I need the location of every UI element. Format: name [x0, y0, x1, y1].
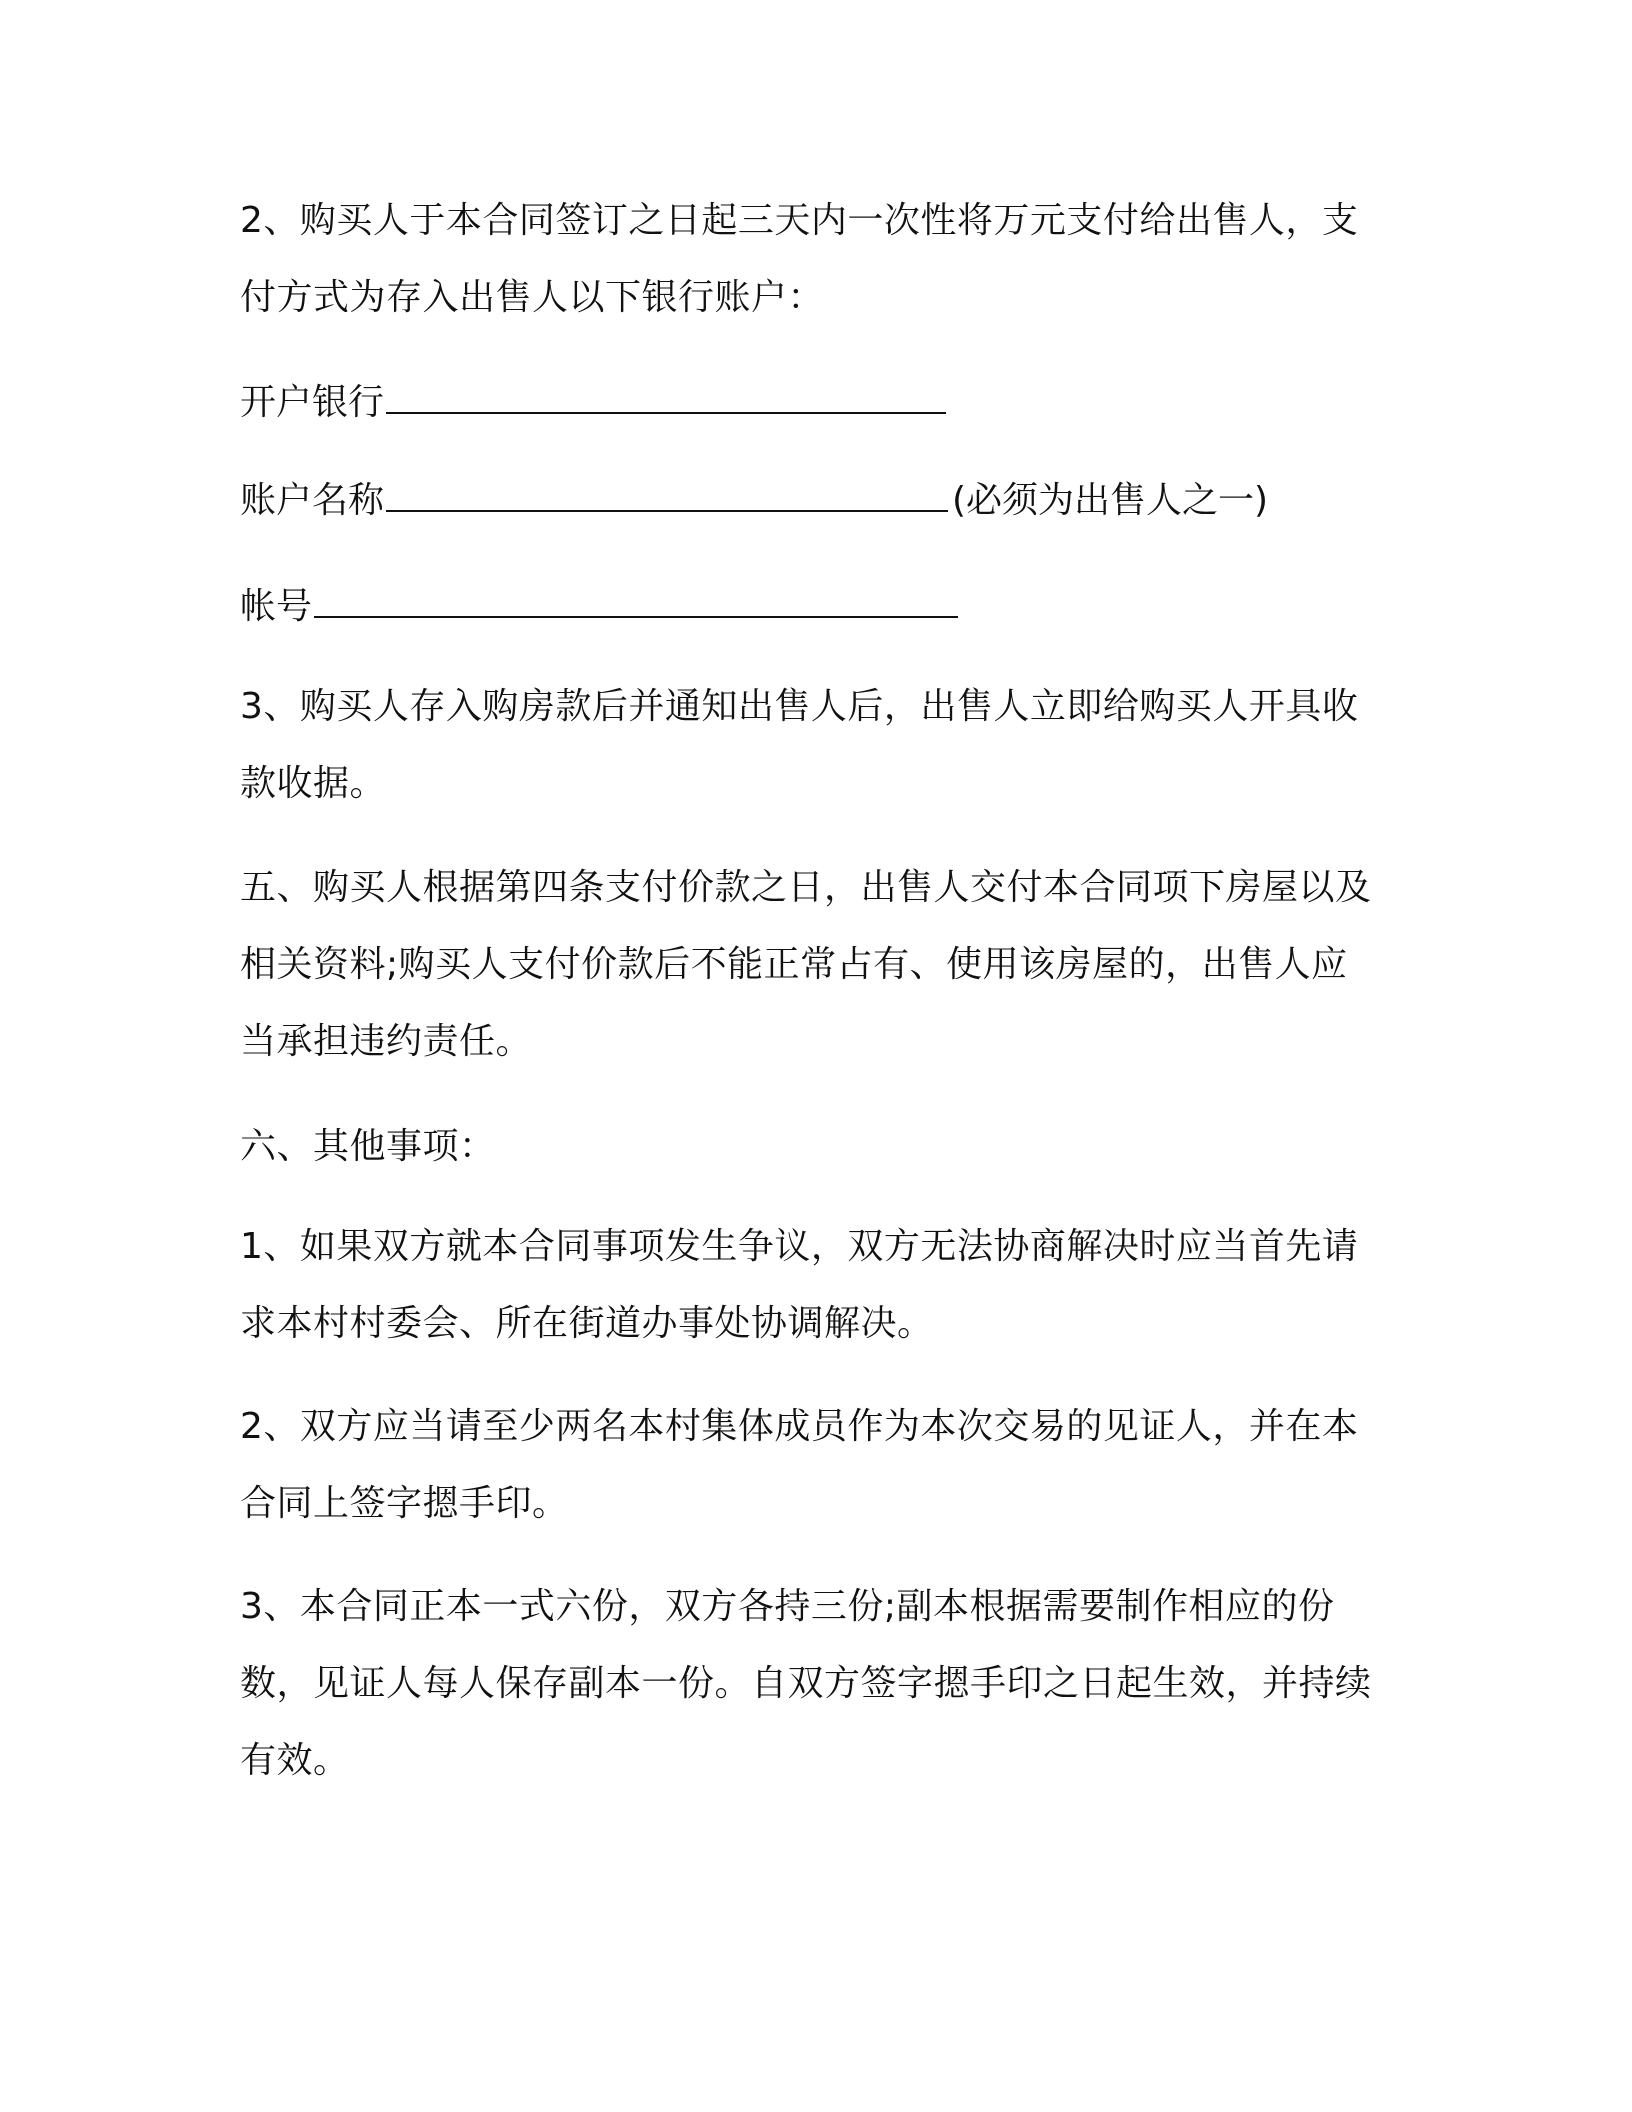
- account-number-blank-line: [314, 576, 958, 618]
- account-number-label: 帐号: [240, 586, 313, 627]
- bank-field: [240, 364, 946, 441]
- bank-blank-line: [386, 372, 946, 414]
- payment-clause: 2、购买人于本合同签订之日起三天内一次性将万元支付给出售人，支付方式为存入出售人以下银行账户：: [240, 200, 1359, 318]
- receipt-clause: 3、购买人存入购房款后并通知出售人后，出售人立即给购买人开具收款收据。: [240, 686, 1359, 804]
- copies-clause: 3、本合同正本一式六份，双方各持三份;副本根据需要制作相应的份数，见证人每人保存副本一份。自双方签字摁手印之日起生效，并持续有效。: [240, 1586, 1372, 1781]
- dispute-clause: 1、如果双方就本合同事项发生争议，双方无法协商解决时应当首先请求本村村委会、所在街道办事处协调解决。: [240, 1226, 1359, 1344]
- account-name-label: 账户名称: [240, 480, 385, 521]
- account-number-field: [240, 568, 958, 645]
- witness-clause: 2、双方应当请至少两名本村集体成员作为本次交易的见证人，并在本合同上签字摁手印。: [240, 1406, 1359, 1524]
- section-six-heading: 六、其他事项：: [240, 1126, 496, 1167]
- account-name-field: [240, 462, 1268, 539]
- section-five: 五、购买人根据第四条支付价款之日，出售人交付本合同项下房屋以及相关资料;购买人支付价款后不能正常占有、使用该房屋的，出售人应当承担违约责任。: [240, 867, 1372, 1062]
- account-name-note: (必须为出售人之一): [952, 480, 1269, 521]
- bank-label: 开户银行: [240, 382, 385, 423]
- account-name-blank-line: [386, 470, 948, 512]
